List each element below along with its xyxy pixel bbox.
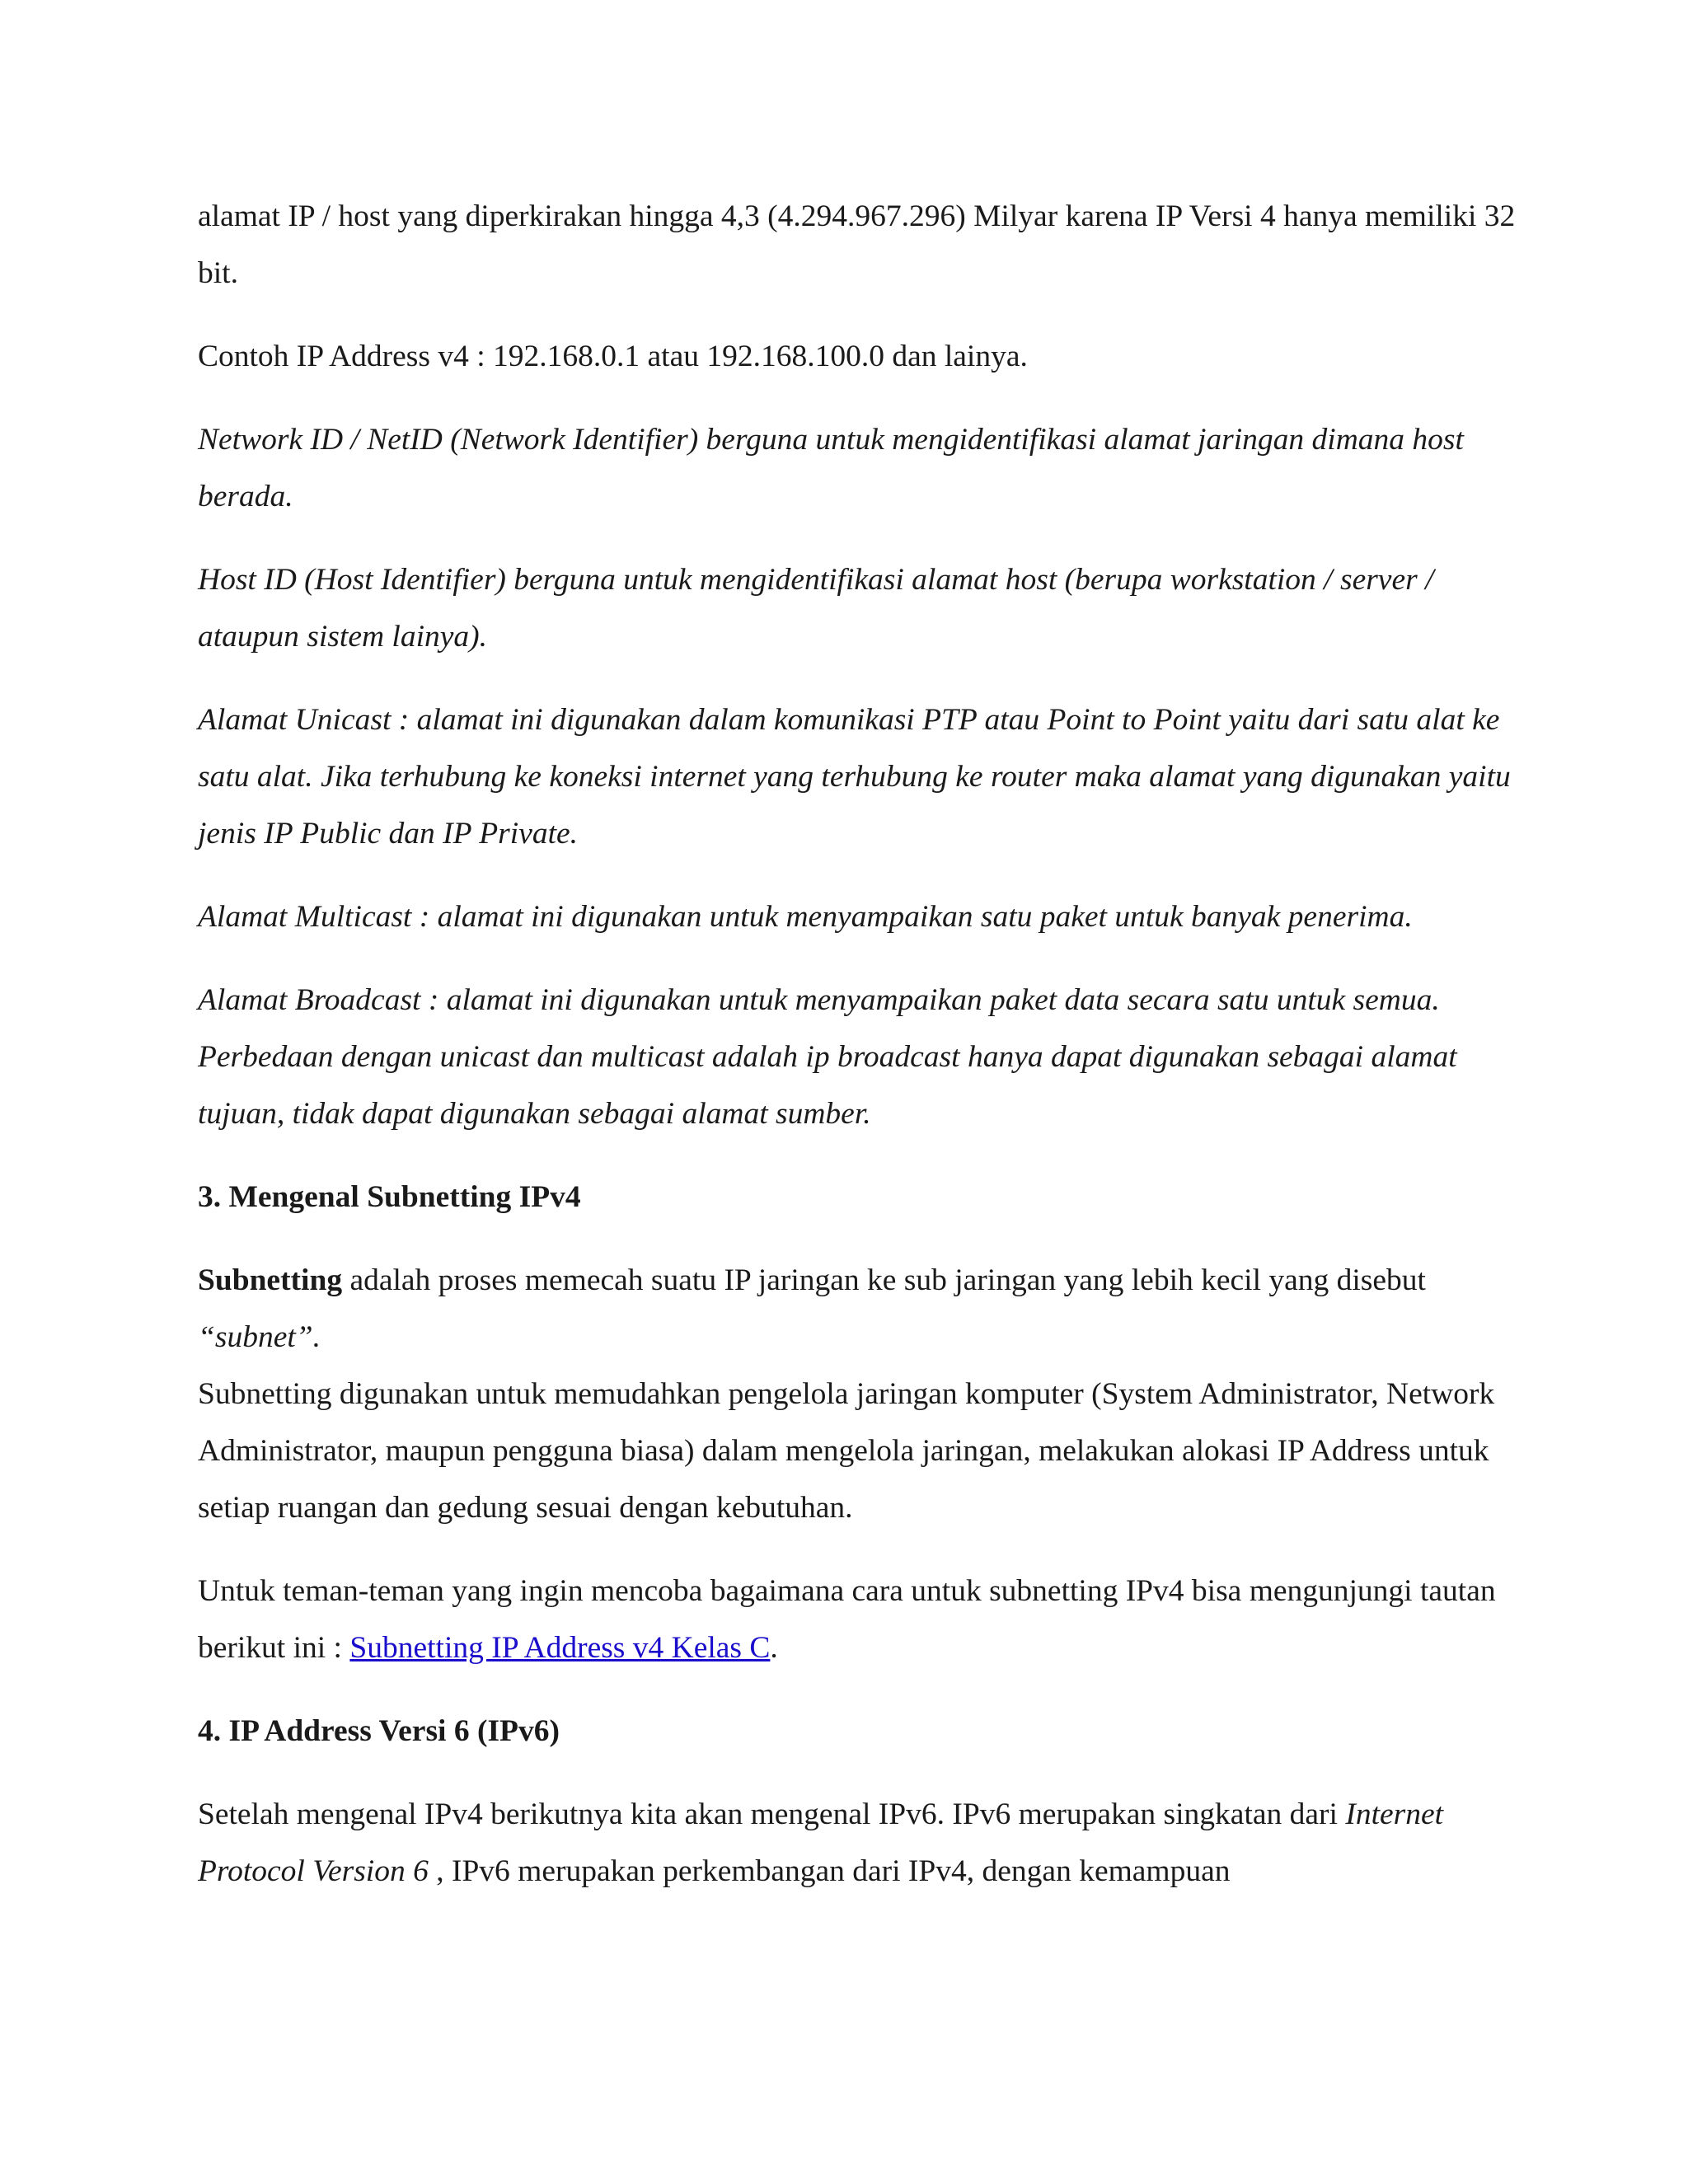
- ipv6-rest-text: , IPv6 merupakan perkembangan dari IPv4, dengan kemampuan: [428, 1854, 1231, 1888]
- paragraph-subnetting-link: [198, 1563, 1517, 1676]
- subnet-quote: “subnet”.: [198, 1320, 321, 1354]
- ipv6-term: Internet Protocol Version 6: [198, 1797, 1444, 1888]
- subnetting-definition-text: adalah proses memecah suatu IP jaringan ke sub jaringan yang lebih kecil yang disebut: [342, 1263, 1426, 1297]
- ipv6-intro-text: Setelah mengenal IPv4 berikutnya kita akan mengenal IPv6. IPv6 merupakan singkatan dari: [198, 1797, 1346, 1831]
- paragraph-unicast: Alamat Unicast : alamat ini digunakan dalam komunikasi PTP atau Point to Point yaitu dari satu alat ke satu alat. Jika terhubung ke koneksi internet yang terhubung ke router maka alamat yang digunakan yaitu jenis IP Public dan IP Private.: [198, 703, 1511, 851]
- paragraph-host-id: Host ID (Host Identifier) berguna untuk mengidentifikasi alamat host (berupa workstation / server / ataupun sistem lainya).: [198, 563, 1434, 654]
- section-heading-ipv6: 4. IP Address Versi 6 (IPv6): [198, 1714, 560, 1748]
- subnetting-link-end: .: [770, 1631, 778, 1665]
- paragraph-subnetting-definition: [198, 1252, 1517, 1366]
- paragraph-ipv6-intro: [198, 1786, 1517, 1900]
- paragraph-ip-address-range: alamat IP / host yang diperkirakan hingga 4,3 (4.294.967.296) Milyar karena IP Versi 4 hanya memiliki 32 bit.: [198, 199, 1516, 290]
- subnetting-class-c-link[interactable]: Subnetting IP Address v4 Kelas C: [349, 1631, 771, 1665]
- subnetting-link-intro: Untuk teman-teman yang ingin mencoba bagaimana cara untuk subnetting IPv4 bisa mengunjungi tautan berikut ini :: [198, 1574, 1496, 1665]
- paragraph-ipv4-example: Contoh IP Address v4 : 192.168.0.1 atau 192.168.100.0 dan lainya.: [198, 340, 1028, 373]
- document-body: [198, 188, 1517, 1926]
- paragraph-broadcast: Alamat Broadcast : alamat ini digunakan untuk menyampaikan paket data secara satu untuk semua. Perbedaan dengan unicast dan multicast adalah ip broadcast hanya dapat digunakan sebagai alamat tujuan, tidak dapat digunakan sebagai alamat sumber.: [198, 983, 1457, 1131]
- subnetting-term: Subnetting: [198, 1263, 343, 1297]
- paragraph-network-id: Network ID / NetID (Network Identifier) berguna untuk mengidentifikasi alamat jaringan dimana host berada.: [198, 423, 1464, 513]
- paragraph-multicast: Alamat Multicast : alamat ini digunakan untuk menyampaikan satu paket untuk banyak penerima.: [198, 900, 1413, 934]
- section-heading-subnetting: 3. Mengenal Subnetting IPv4: [198, 1180, 581, 1214]
- paragraph-subnetting-usage: Subnetting digunakan untuk memudahkan pengelola jaringan komputer (System Administrator, Network Administrator, maupun pengguna biasa) dalam mengelola jaringan, melakukan alokasi IP Address untuk setiap ruangan dan gedung sesuai dengan kebutuhan.: [198, 1377, 1495, 1525]
